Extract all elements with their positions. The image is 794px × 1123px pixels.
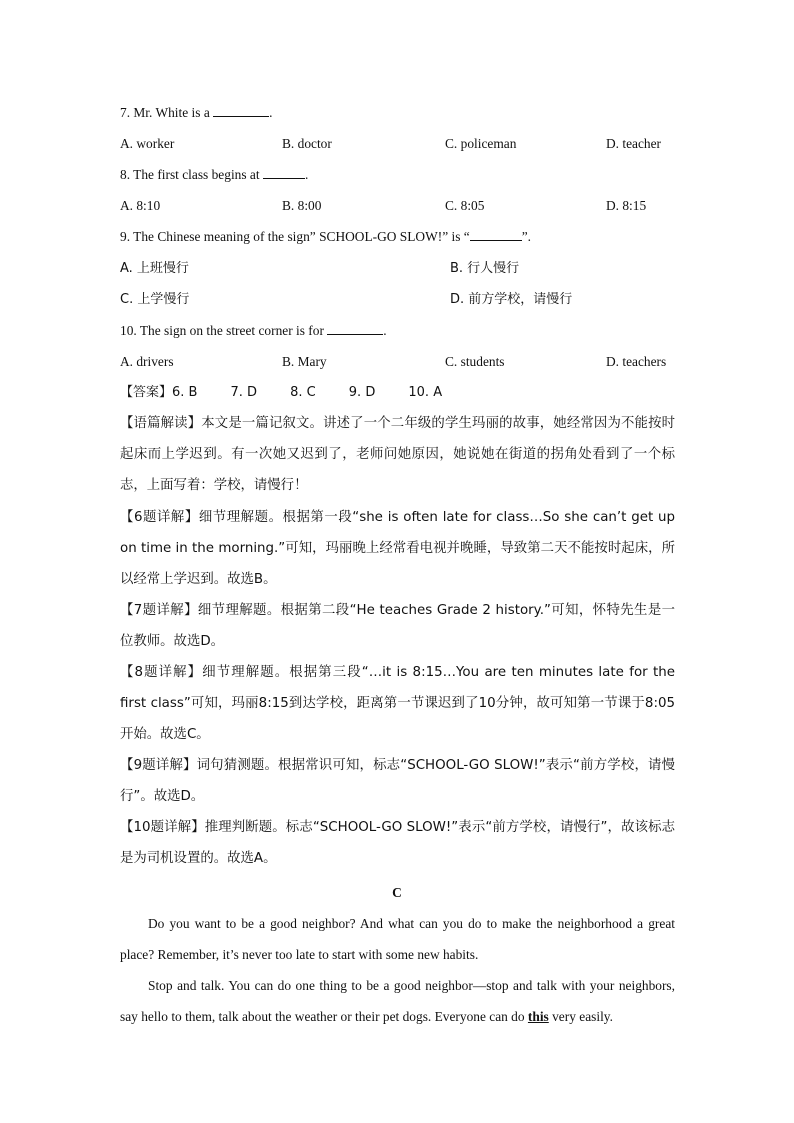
explanation-9: 【9题详解】词句猜测题。根据常识可知，标志“SCHOOL-GO SLOW!”表示“前方学校，请慢行”。故选D。 [120, 758, 675, 804]
q9-option-b: B. 行人慢行 [450, 261, 520, 276]
answer-key: 【答案】6. B 7. D 8. C 9. D 10. A [120, 385, 443, 400]
passage-paragraph-1: Do you want to be a good neighbor? And what can you do to make the neighborhood a great place? Remember, it’s never too late to start with some new habits. [120, 916, 675, 962]
q9-option-a: A. 上班慢行 [120, 261, 189, 276]
passage-analysis: 【语篇解读】本文是一篇记叙文。讲述了一个二年级的学生玛丽的故事，她经常因为不能按时起床而上学迟到。有一次她又迟到了，老师问她原因，她说她在街道的拐角处看到了一个标志，上面写着：学校，请慢行！ [120, 416, 675, 493]
q10-option-d: D. teachers [606, 354, 667, 369]
passage-paragraph-2: Stop and talk. You can do one thing to be a good neighbor—stop and talk with your neighbors, say hello to them, talk about the weather or their pet dogs. Everyone can do this very easily. [120, 978, 675, 1024]
q9-option-c: C. 上学慢行 [120, 292, 190, 307]
q7-option-c: C. policeman [445, 136, 517, 151]
answer-blank [327, 322, 383, 335]
explanation-8: 【8题详解】细节理解题。根据第三段“…it is 8:15…You are ten minutes late for the first class”可知，玛丽8:15到达学校，距离第一节课迟到了10分钟，故可知第一节课于8:05开始。故选C。 [120, 665, 675, 742]
q8-option-d: D. 8:15 [606, 198, 647, 213]
answer-blank [470, 228, 522, 241]
explanation-6: 【6题详解】细节理解题。根据第一段“she is often late for class…So she can’t get up on time in the morning.”可知，玛丽晚上经常看电视并晚睡，导致第二天不能按时起床，所以经常上学迟到。故选B。 [120, 510, 675, 587]
question-8: 8. The first class begins at . [120, 167, 309, 182]
q7-option-d: D. teacher [606, 136, 662, 151]
explanation-7: 【7题详解】细节理解题。根据第二段“He teaches Grade 2 history.”可知，怀特先生是一位教师。故选D。 [120, 603, 675, 649]
q7-option-b: B. doctor [282, 136, 332, 151]
answer-blank [213, 104, 269, 117]
question-9: 9. The Chinese meaning of the sign” SCHOOL-GO SLOW!” is “ ”. [120, 229, 532, 244]
q10-option-a: A. drivers [120, 354, 174, 369]
answer-blank [263, 166, 305, 179]
q9-option-d: D. 前方学校，请慢行 [450, 292, 573, 307]
q8-option-a: A. 8:10 [120, 198, 161, 213]
q10-option-c: C. students [445, 354, 505, 369]
question-7: 7. Mr. White is a . [120, 105, 273, 120]
q8-option-b: B. 8:00 [282, 198, 322, 213]
q7-option-a: A. worker [120, 136, 175, 151]
explanation-10: 【10题详解】推理判断题。标志“SCHOOL-GO SLOW!”表示“前方学校，请慢行”，故该标志是为司机设置的。故选A。 [120, 820, 675, 866]
q10-option-b: B. Mary [282, 354, 327, 369]
q8-option-c: C. 8:05 [445, 198, 485, 213]
underlined-word: this [527, 1009, 549, 1024]
question-10: 10. The sign on the street corner is for . [120, 323, 387, 338]
section-heading: C [392, 885, 402, 900]
